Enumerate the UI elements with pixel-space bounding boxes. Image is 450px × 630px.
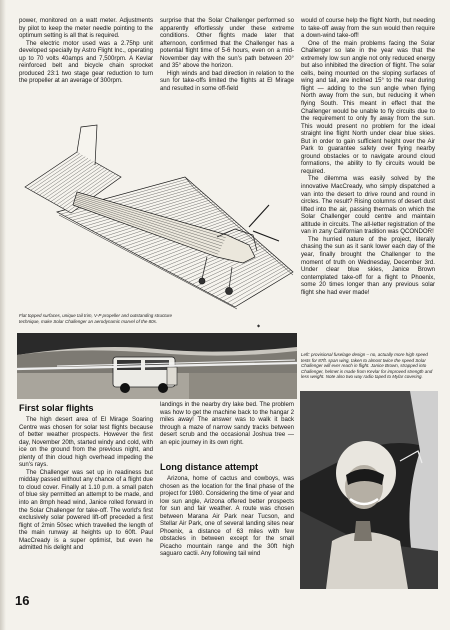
paragraph: would of course help the flight North, but needing to take-off away from the sun would then require a down-wind take-off! <box>301 17 435 40</box>
pilot-caption: Left: provisional fuselage design – no, actually more high speed tests for 87ft. span wing, taken to almost twice the speed Solar Challenger will ever reach in flight. Janice Brown, strapped into Challenger, helmet is made from Kevlar for improved strength and less weight. Note also two way radio taped to Mylar covering. <box>301 352 433 380</box>
aircraft-caption: Flat topped surfaces, unique tail trim, V-P propeller and outstanding structure technique, make Solar Challenger an aerodynamic marvel of the 80s. <box>19 313 172 324</box>
paragraph: The high desert area of El Mirage Soaring Centre was chosen for solar test flights because of better weather prospects. However the first day, November 20th, started windy and cold, with ice on the ground from the previous night, and plenty of thin cloud high overhead impeding the sun's rays. <box>19 416 153 469</box>
col2-bottom-text <box>160 401 294 446</box>
paragraph: power, monitored on a watt meter. Adjustments by pilot to keep the meter needle pointing to the optimum setting is all that is required. <box>19 17 153 40</box>
page-number: 16 <box>15 593 30 608</box>
paragraph: landings in the nearby dry lake bed. The problem was how to get the machine back to the hangar 2 miles away! The answer was to walk it back through a maze of narrow sandy tracks between desert scrub and the occasional Joshua tree — an epic journey in its own right. <box>160 401 294 446</box>
section-heading-first-solar-flights: First solar flights <box>19 403 94 413</box>
col1-top-text <box>19 17 153 85</box>
page-edge-shadow <box>0 0 6 630</box>
paragraph: The Challenger was set up in readiness but midday passed without any chance of a flight due to cloud cover. Finally at 1.10 p.m. a small patch of blue sky permitted an attempt to be made, and into an 8mph head wind, Janice rolled forward in the Solar Challenger for take-off. The world's first exclusively solar powered lift-off preceded a first flight of 2min 50sec which travelled the length of the main runway at heights up to 60ft. Paul MacCready is a super optimist, but even he admitted his delight and <box>19 468 153 552</box>
vehicle-photo-svg <box>17 333 297 399</box>
paragraph: The electric motor used was a 2.75hp unit developed specially by Astro Flight Inc., operating up to 70 volts 40amps and 7,500rpm. A Kevlar reinforced belt and bicycle chain sprocket produced 23:1 two stage gear reduction to turn the propeller at an average of 300rpm. <box>19 39 153 85</box>
paragraph: surprise that the Solar Challenger performed so apparently effortlessly under these extreme conditions. Other flights made later that afternoon, confirmed that the Challenger has a potential flight time of 5-6 hours, even on a mid-November day with the sun's path between 20° and 35° above the horizon. <box>160 17 294 70</box>
paragraph: The hurried nature of the project, literally chasing the sun as it sank lower each day of the year, finally brought the Challenger to the moment of truth on Wednesday, December 3rd. Under clear blue skies, Janice Brown contemplated take-off for a flight to Phoenix, some 20 times longer than any previous solar flight she had ever made! <box>301 235 435 296</box>
section-heading-long-distance: Long distance attempt <box>160 462 259 472</box>
paragraph: High winds and bad direction in relation to the sun for take-offs limited the flights at El Mirage and resulted in some off-field <box>160 69 294 92</box>
paragraph: Arizona, home of cactus and cowboys, was chosen as the location for the final phase of the project for 1980. Considering the time of year and low sun angle, Arizona offered better prospects for sun and fair weather. A route was chosen between Marana Air Park near Tucson, and Stellar Air Park, one of several landing sites near Phoenix, a distance of 63 miles with few obstacles in between except for the small Picacho mountain range and the 30ft high saguaro cactii. Any following tail wind <box>160 475 294 558</box>
pilot-photo-svg <box>300 391 438 589</box>
paragraph: One of the main problems facing the Solar Challenger so late in the year was that the extremely low sun angle not only reduced energy but also inhibited the direction of flight. The solar cells, being mounted on the sloping surfaces of wing and tail, are inclined 15° to the rear during flight — adding to the sun angle when flying North away from the sun, but reducing it when flying South. This meant in effect that the Challenger would be unable to fly circuits due to the requirement to only fly away from the sun. This would present no problem for the ideal straight line flight North under clear blue skies. But in order to gain sufficient height over the Air Park to guarantee safety over flying nearby ground obstacles or to navigate around cloud formations, the ability to fly circuits would be required. <box>301 39 435 175</box>
svg-text:◆: ◆ <box>257 323 261 328</box>
col3-text <box>301 17 435 296</box>
section2-text <box>160 475 294 558</box>
aircraft-drawing-svg <box>17 117 299 335</box>
col2-top-text <box>160 17 294 92</box>
vehicle-photo <box>17 333 297 399</box>
pilot-photo <box>300 391 438 589</box>
paragraph: The dilemma was easily solved by the innovative MacCready, who simply dispatched a van into the desert to drive round and round in circles. The result? Rising columns of desert dust lifted into the air, passing thermals on which the Solar Challenger could centre and maintain altitude in circuits. The all-letter registration of the van in zany Californian tradition was QCONDOR! <box>301 175 435 236</box>
section1-text <box>19 416 153 552</box>
aircraft-line-drawing <box>17 117 299 335</box>
